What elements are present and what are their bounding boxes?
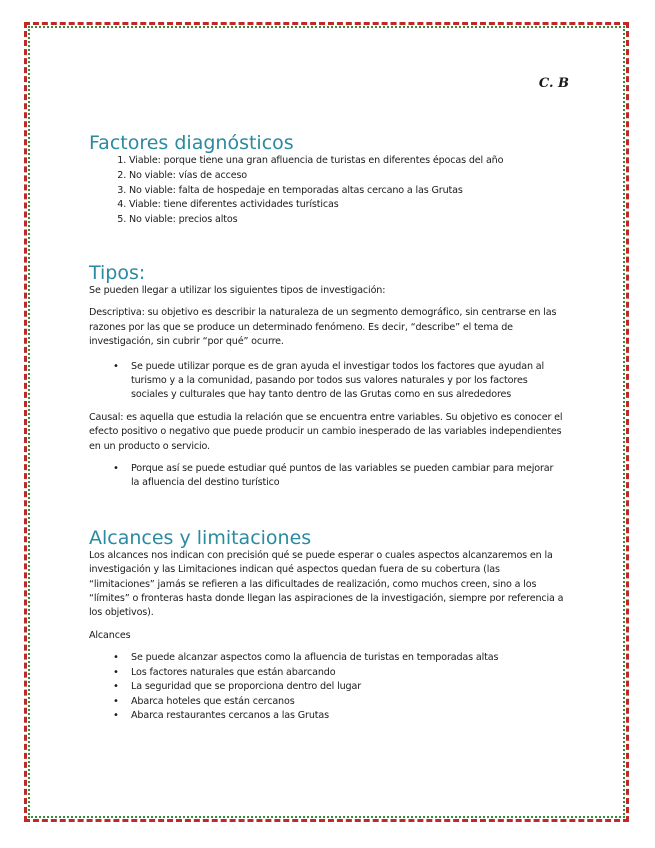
types-heading: Tipos:: [89, 261, 146, 284]
list-item: • La seguridad que se proporciona dentro del lugar: [127, 680, 564, 694]
scope-heading: Alcances y limitaciones: [89, 526, 312, 549]
author-initials: C. B: [538, 76, 569, 91]
list-item: • Abarca hoteles que están cercanos: [127, 695, 564, 709]
diagnostic-heading: Factores diagnósticos: [89, 132, 294, 154]
list-item: 3. No viable: falta de hospedaje en temporadas altas cercano a las Grutas: [129, 184, 564, 199]
list-item: • Se puede utilizar porque es de gran ayuda el investigar todos los factores que ayudan al turismo y a la comunidad, pasando por todos sus valores naturales y por los factores sociales y culturales que hay tanto dentro de las Grutas como en sus alrededores: [127, 360, 564, 403]
document-body: [89, 132, 564, 723]
diagnostic-list: [89, 154, 564, 228]
descriptive-paragraph: Descriptiva: su objetivo es describir la naturaleza de un segmento demográfico, sin centrarse en las razones por las que se produce un determinado fenómeno. Es decir, “describe” el tema de investigación, sin cubrir “por qué” ocurre.: [89, 307, 557, 348]
scope-paragraph: Los alcances nos indican con precisión qué se puede esperar o cuales aspectos alcanzaremos en la investigación y las Limitaciones indican qué aspectos quedan fuera de su cobertura (las “limitaciones” jamás se refieren a las dificultades de realización, como muchos creen, sino a los “límites” o fronteras hasta donde llegan las aspiraciones de la investigación, siempre por referencia a los objetivos).: [89, 549, 564, 619]
list-item: • Abarca restaurantes cercanos a las Grutas: [127, 709, 564, 723]
causal-bullets: [89, 462, 564, 491]
list-item: • Se puede alcanzar aspectos como la afluencia de turistas en temporadas altas: [127, 651, 564, 665]
descriptive-bullets: [89, 360, 564, 403]
causal-paragraph: Causal: es aquella que estudia la relación que se encuentra entre variables. Su objetivo es conocer el efecto positivo o negativo que puede producir un cambio inesperado de las variables independientes en un producto o servicio.: [89, 411, 563, 452]
list-item: • Porque así se puede estudiar qué puntos de las variables se pueden cambiar para mejorar la afluencia del destino turístico: [127, 462, 564, 491]
list-item: 1. Viable: porque tiene una gran afluencia de turistas en diferentes épocas del año: [129, 154, 564, 169]
list-item: • Los factores naturales que están abarcando: [127, 666, 564, 680]
types-intro: Se pueden llegar a utilizar los siguientes tipos de investigación:: [89, 284, 386, 296]
scope-list: [89, 651, 564, 723]
scope-subheading: Alcances: [89, 629, 131, 641]
list-item: 5. No viable: precios altos: [129, 213, 564, 228]
list-item: 4. Viable: tiene diferentes actividades turísticas: [129, 198, 564, 213]
list-item: 2. No viable: vías de acceso: [129, 169, 564, 184]
